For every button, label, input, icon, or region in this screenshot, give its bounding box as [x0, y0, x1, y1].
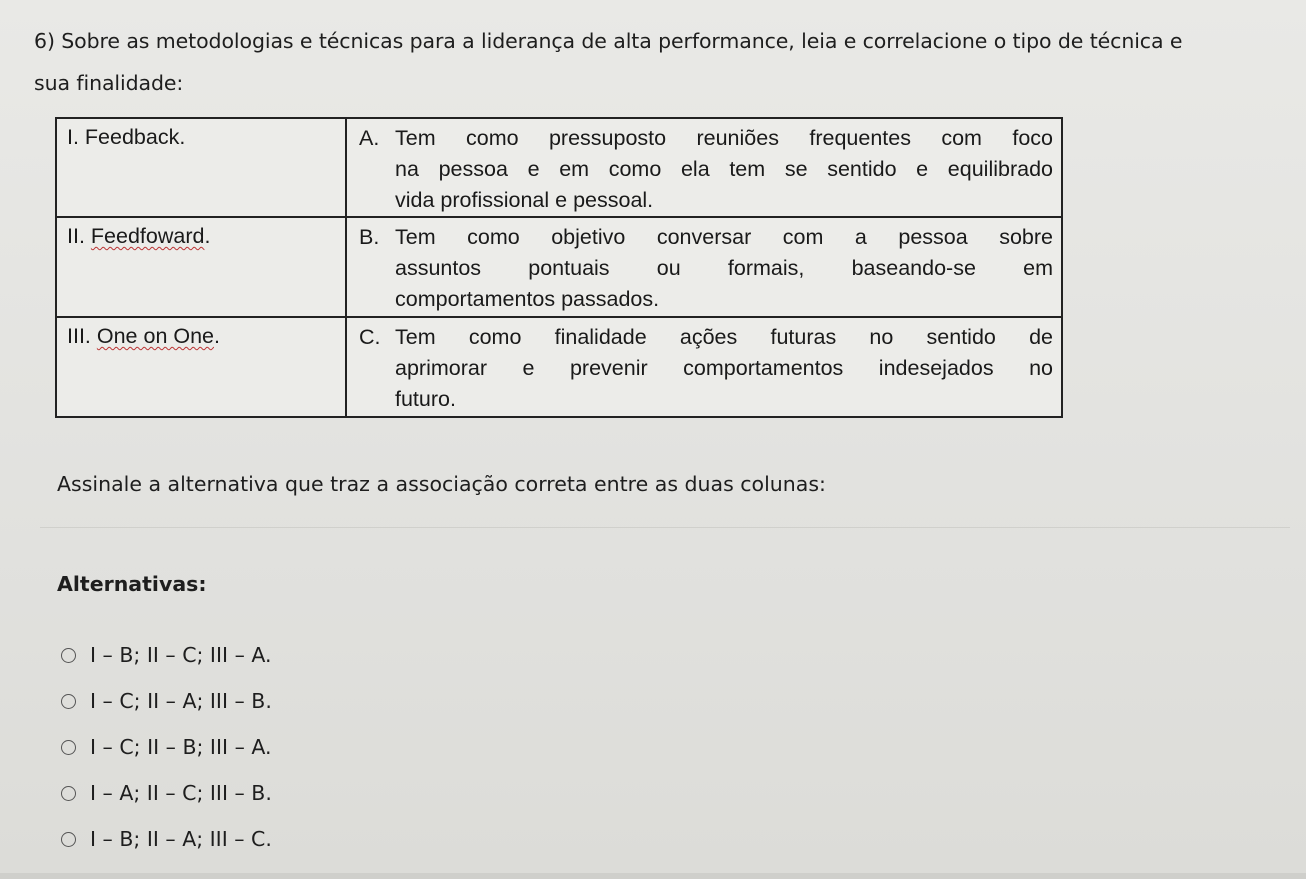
purpose-line: Tem como pressuposto reuniões frequentes com foco	[395, 126, 1053, 150]
purpose-line: futuro.	[395, 387, 456, 411]
question-line-2: sua finalidade:	[34, 71, 184, 95]
options-list	[61, 632, 272, 862]
radio-button[interactable]	[61, 740, 76, 755]
technique-word: One on One	[96, 324, 215, 348]
radio-button[interactable]	[61, 832, 76, 847]
technique-prefix: II.	[67, 224, 91, 248]
option-3[interactable]	[61, 724, 272, 770]
purpose-letter: B.	[359, 225, 380, 249]
question-text	[34, 20, 1284, 104]
purpose-line: Tem como finalidade ações futuras no sentido de	[395, 325, 1053, 349]
table-row	[57, 318, 1061, 416]
technique-label: I. Feedback.	[67, 125, 186, 149]
technique-word: Feedfoward	[90, 224, 205, 248]
question-line-1: 6) Sobre as metodologias e técnicas para a liderança de alta performance, leia e correlacione o tipo de técnica e	[34, 29, 1183, 53]
table-row	[57, 218, 1061, 318]
purpose-line: assuntos pontuais ou formais, baseando-se em	[395, 256, 1053, 280]
technique-suffix: .	[204, 224, 211, 248]
alternatives-title: Alternativas:	[57, 572, 207, 596]
purpose-cell	[347, 218, 1061, 316]
radio-button[interactable]	[61, 648, 76, 663]
instruction-text: Assinale a alternativa que traz a associação correta entre as duas colunas:	[57, 472, 826, 496]
purpose-letter: C.	[359, 325, 381, 349]
technique-cell	[57, 318, 347, 416]
technique-cell	[57, 218, 347, 316]
radio-button[interactable]	[61, 694, 76, 709]
purpose-line: na pessoa e em como ela tem se sentido e equilibrado	[395, 157, 1053, 181]
option-label: I – C; II – B; III – A.	[90, 735, 272, 759]
option-label: I – A; II – C; III – B.	[90, 781, 272, 805]
technique-cell	[57, 119, 347, 216]
bottom-bar	[0, 873, 1306, 879]
purpose-cell	[347, 318, 1061, 416]
matching-table	[55, 117, 1063, 418]
purpose-line: vida profissional e pessoal.	[395, 188, 654, 212]
option-4[interactable]	[61, 770, 272, 816]
option-label: I – C; II – A; III – B.	[90, 689, 272, 713]
table-row	[57, 119, 1061, 218]
option-1[interactable]	[61, 632, 272, 678]
option-5[interactable]	[61, 816, 272, 862]
option-2[interactable]	[61, 678, 272, 724]
purpose-letter: A.	[359, 126, 380, 150]
technique-prefix: III.	[67, 324, 97, 348]
divider	[40, 527, 1290, 528]
purpose-line: Tem como objetivo conversar com a pessoa sobre	[395, 225, 1053, 249]
option-label: I – B; II – C; III – A.	[90, 643, 272, 667]
purpose-cell	[347, 119, 1061, 216]
purpose-line: aprimorar e prevenir comportamentos indesejados no	[395, 356, 1053, 380]
purpose-line: comportamentos passados.	[395, 287, 660, 311]
radio-button[interactable]	[61, 786, 76, 801]
technique-suffix: .	[214, 324, 220, 348]
option-label: I – B; II – A; III – C.	[90, 827, 272, 851]
